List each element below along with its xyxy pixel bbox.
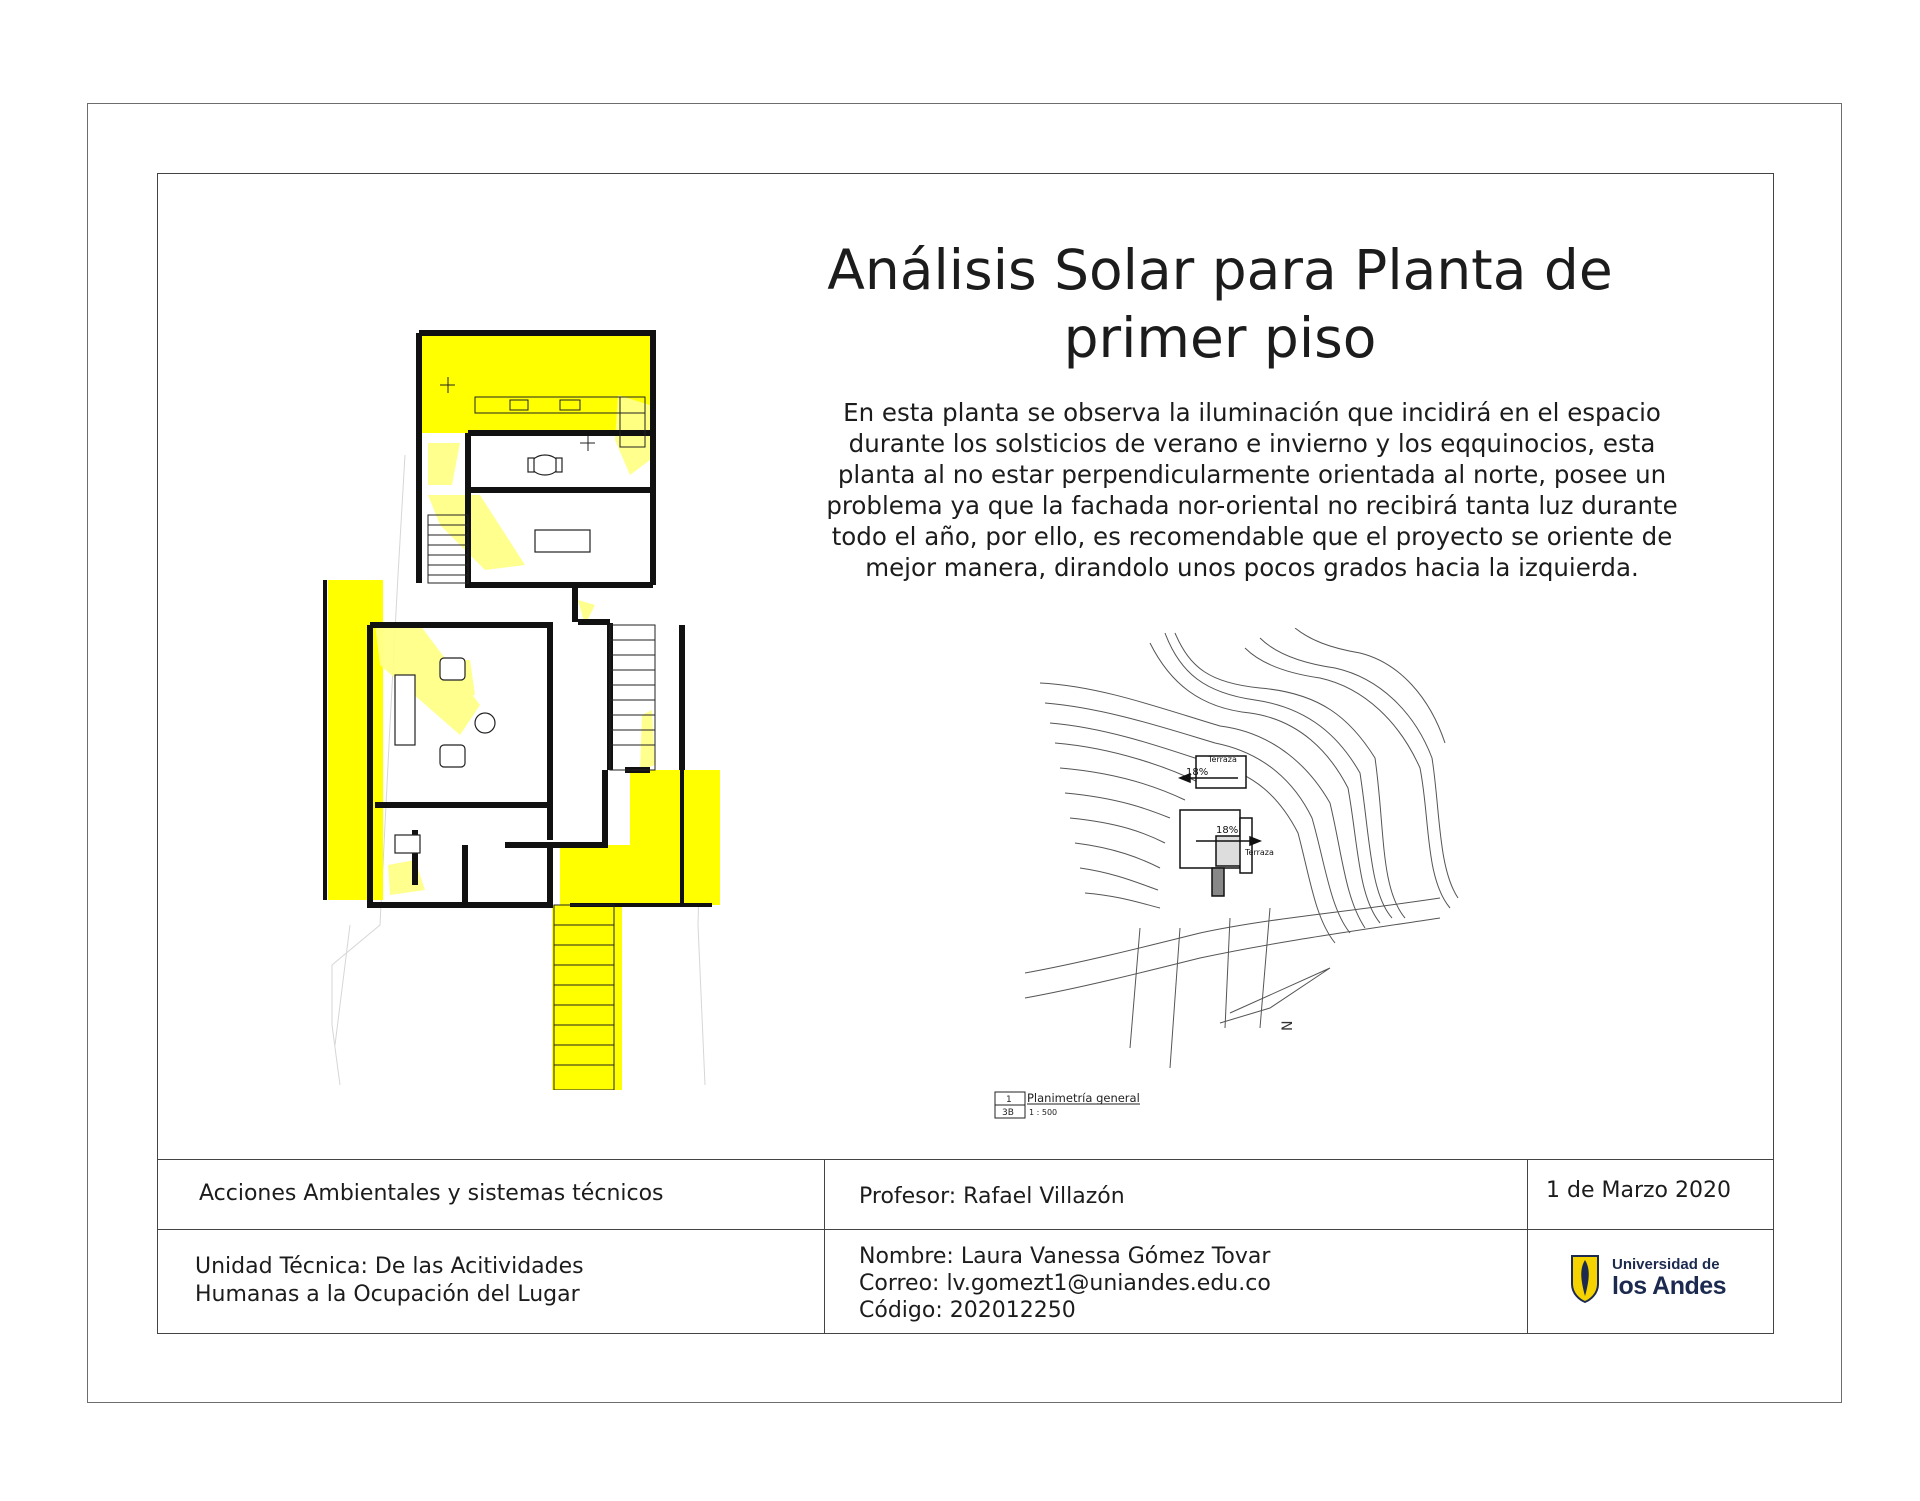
sun-zone-north <box>422 333 650 433</box>
description-paragraph <box>812 397 1692 583</box>
uniandes-seal-icon <box>1570 1254 1602 1304</box>
description-line: problema ya que la fachada nor-oriental no recibirá tanta luz durante <box>826 491 1678 520</box>
north-indicator: N <box>1280 1020 1296 1031</box>
student-code: Código: 202012250 <box>859 1298 1076 1323</box>
sun-zone-southeast <box>560 845 645 905</box>
slope-label-2: 18% <box>1216 825 1239 836</box>
title-block <box>157 1159 1774 1334</box>
description-line: En esta planta se observa la iluminación que incidirá en el espacio <box>843 398 1661 427</box>
logo-line-1: Universidad de <box>1612 1256 1720 1273</box>
unit-line-1: Unidad Técnica: De las Acitividades <box>195 1254 584 1279</box>
student-name: Nombre: Laura Vanessa Gómez Tovar <box>859 1244 1271 1269</box>
caption-title: Planimetría general <box>1027 1091 1140 1105</box>
description-line: planta al no estar perpendicularmente orientada al norte, posee un <box>837 460 1667 489</box>
description-line: mejor manera, dirandolo unos pocos grados hacia la izquierda. <box>865 553 1639 582</box>
slope-label-1: 18% <box>1186 767 1209 778</box>
sheet-date: 1 de Marzo 2020 <box>1546 1178 1731 1203</box>
floor-plan-drawing <box>320 325 720 1090</box>
professor-name: Profesor: Rafael Villazón <box>859 1184 1125 1209</box>
student-email: Correo: lv.gomezt1@uniandes.edu.co <box>859 1271 1271 1296</box>
caption-scale: 1 : 500 <box>1029 1108 1058 1117</box>
site-plan-caption <box>994 1090 1194 1122</box>
description-line: durante los solsticios de verano e invierno y los eqquinocios, esta <box>848 429 1656 458</box>
site-plan-drawing <box>1020 628 1460 1068</box>
title-line-2: primer piso <box>1063 306 1377 370</box>
university-logo <box>1570 1254 1730 1304</box>
description-line: todo el año, por ello, es recomendable que el proyecto se oriente de <box>831 522 1673 551</box>
unit-line-2: Humanas a la Ocupación del Lugar <box>195 1282 580 1307</box>
title-block-divider-2 <box>1527 1159 1528 1334</box>
sun-zones <box>328 333 720 1090</box>
title-block-top-line <box>157 1159 1774 1160</box>
logo-line-2: los Andes <box>1612 1272 1727 1300</box>
course-name: Acciones Ambientales y sistemas técnicos <box>199 1181 664 1206</box>
title-block-divider-1 <box>824 1159 825 1334</box>
stair-sun-zone <box>552 905 622 1090</box>
title-line-1: Análisis Solar para Planta de <box>827 238 1613 302</box>
title-block-middle-line <box>157 1229 1774 1230</box>
terrace-label-top: Terraza <box>1208 755 1237 764</box>
caption-number: 1 <box>1006 1095 1012 1105</box>
terrace-label-bottom: Terraza <box>1245 848 1274 857</box>
sheet-title <box>780 236 1660 372</box>
caption-sheet: 3B <box>1002 1108 1014 1118</box>
